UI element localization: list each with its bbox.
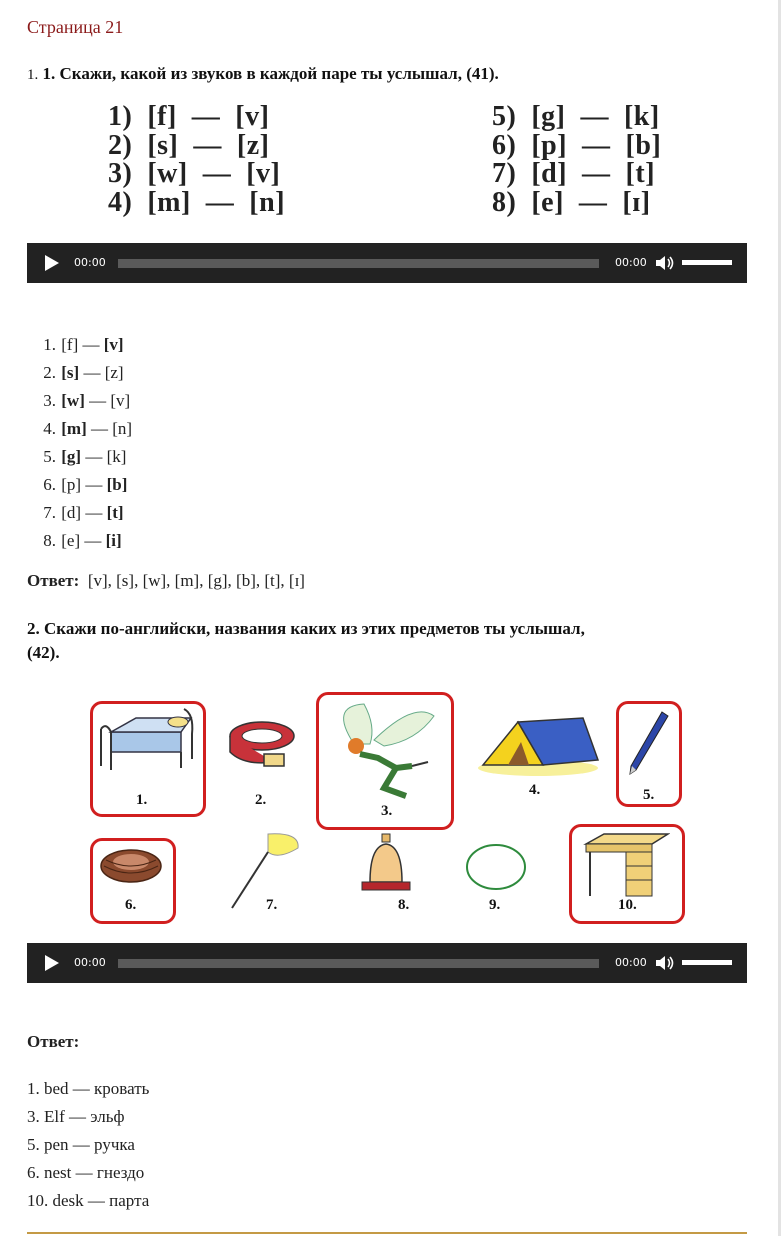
volume-slider[interactable] [682,960,732,965]
audio-player-2 [27,943,747,983]
answer-label: Ответ: [27,571,80,590]
belt-picture [224,714,304,774]
tent-picture [473,710,603,780]
list-number: 1. [27,67,39,83]
picture-label: 2. [255,792,267,808]
question-1-text: 1. Скажи, какой из звуков в каждой паре ты услышал, (41). [42,64,499,83]
volume-icon[interactable] [655,255,675,271]
egg-picture [463,842,529,892]
divider [27,1232,747,1234]
duration: 00:00 [615,956,647,969]
answer-2 [27,1032,79,1052]
pairs-column-left [108,103,285,217]
picture-label: 4. [529,782,541,798]
picture-label: 1. [136,792,148,808]
list-item: 1. [f] — [v] [43,335,124,354]
picture-label: 3. [381,803,393,819]
sound-pair: 8) [e] — [ɪ] [492,186,651,218]
list-item: 10. desk — парта [27,1191,150,1210]
pen-picture [622,708,672,778]
answer-text: [v], [s], [w], [m], [g], [b], [t], [ɪ] [87,571,305,590]
answer-1 [27,571,305,591]
sound-pair: 2) [s] — [z] [108,129,270,161]
volume-icon[interactable] [655,955,675,971]
list-item: 6. nest — гнездо [27,1163,145,1182]
audio-player-1 [27,243,747,283]
duration: 00:00 [615,256,647,269]
sound-pair: 6) [p] — [b] [492,129,662,161]
volume-slider[interactable] [682,260,732,265]
current-time: 00:00 [74,256,106,269]
picture-label: 10. [618,897,637,913]
bed-picture [96,704,196,774]
list-item: 3. Elf — эльф [27,1107,125,1126]
play-icon[interactable] [45,955,59,971]
question-1-title [27,62,757,87]
progress-track[interactable] [118,259,599,268]
sound-pair: 4) [m] — [n] [108,186,286,218]
page-title: Страница 21 [27,17,124,37]
desk-picture [582,830,670,902]
play-icon[interactable] [45,255,59,271]
progress-track[interactable] [118,959,599,968]
current-time: 00:00 [74,956,106,969]
sound-pair: 1) [f] — [v] [108,101,270,132]
nest-picture [96,844,166,894]
answers-list-2 [27,1075,149,1215]
picture-label: 7. [266,897,278,913]
sound-pair: 3) [w] — [v] [108,158,281,189]
question-2-line2: (42). [27,643,60,662]
picture-label: 6. [125,897,137,913]
list-item: 1. bed — кровать [27,1079,150,1098]
question-2-line1: 2. Скажи по-английски, названия каких из этих предметов ты услышал, [27,619,585,638]
picture-label: 5. [643,787,655,803]
sound-pair: 5) [g] — [k] [492,101,660,132]
pairs-column-right [492,103,661,217]
question-2-title [27,617,757,665]
bell-picture [356,832,416,902]
answers-list-1 [36,331,132,555]
answer-label: Ответ: [27,1032,80,1051]
list-item: 7. [d] — [t] [43,503,124,522]
picture-label: 9. [489,897,501,913]
picture-label: 8. [398,897,410,913]
list-item: 4. [m] — [n] [43,419,133,438]
list-item: 5. [g] — [k] [43,447,127,466]
list-item: 5. pen — ручка [27,1135,135,1154]
pictures-image [88,690,688,925]
list-item: 6. [p] — [b] [43,475,128,494]
list-item: 3. [w] — [v] [43,391,131,410]
list-item: 2. [s] — [z] [43,363,124,382]
sound-pair: 7) [d] — [t] [492,158,656,189]
list-item: 8. [e] — [i] [43,531,122,550]
elf-picture [324,696,442,804]
